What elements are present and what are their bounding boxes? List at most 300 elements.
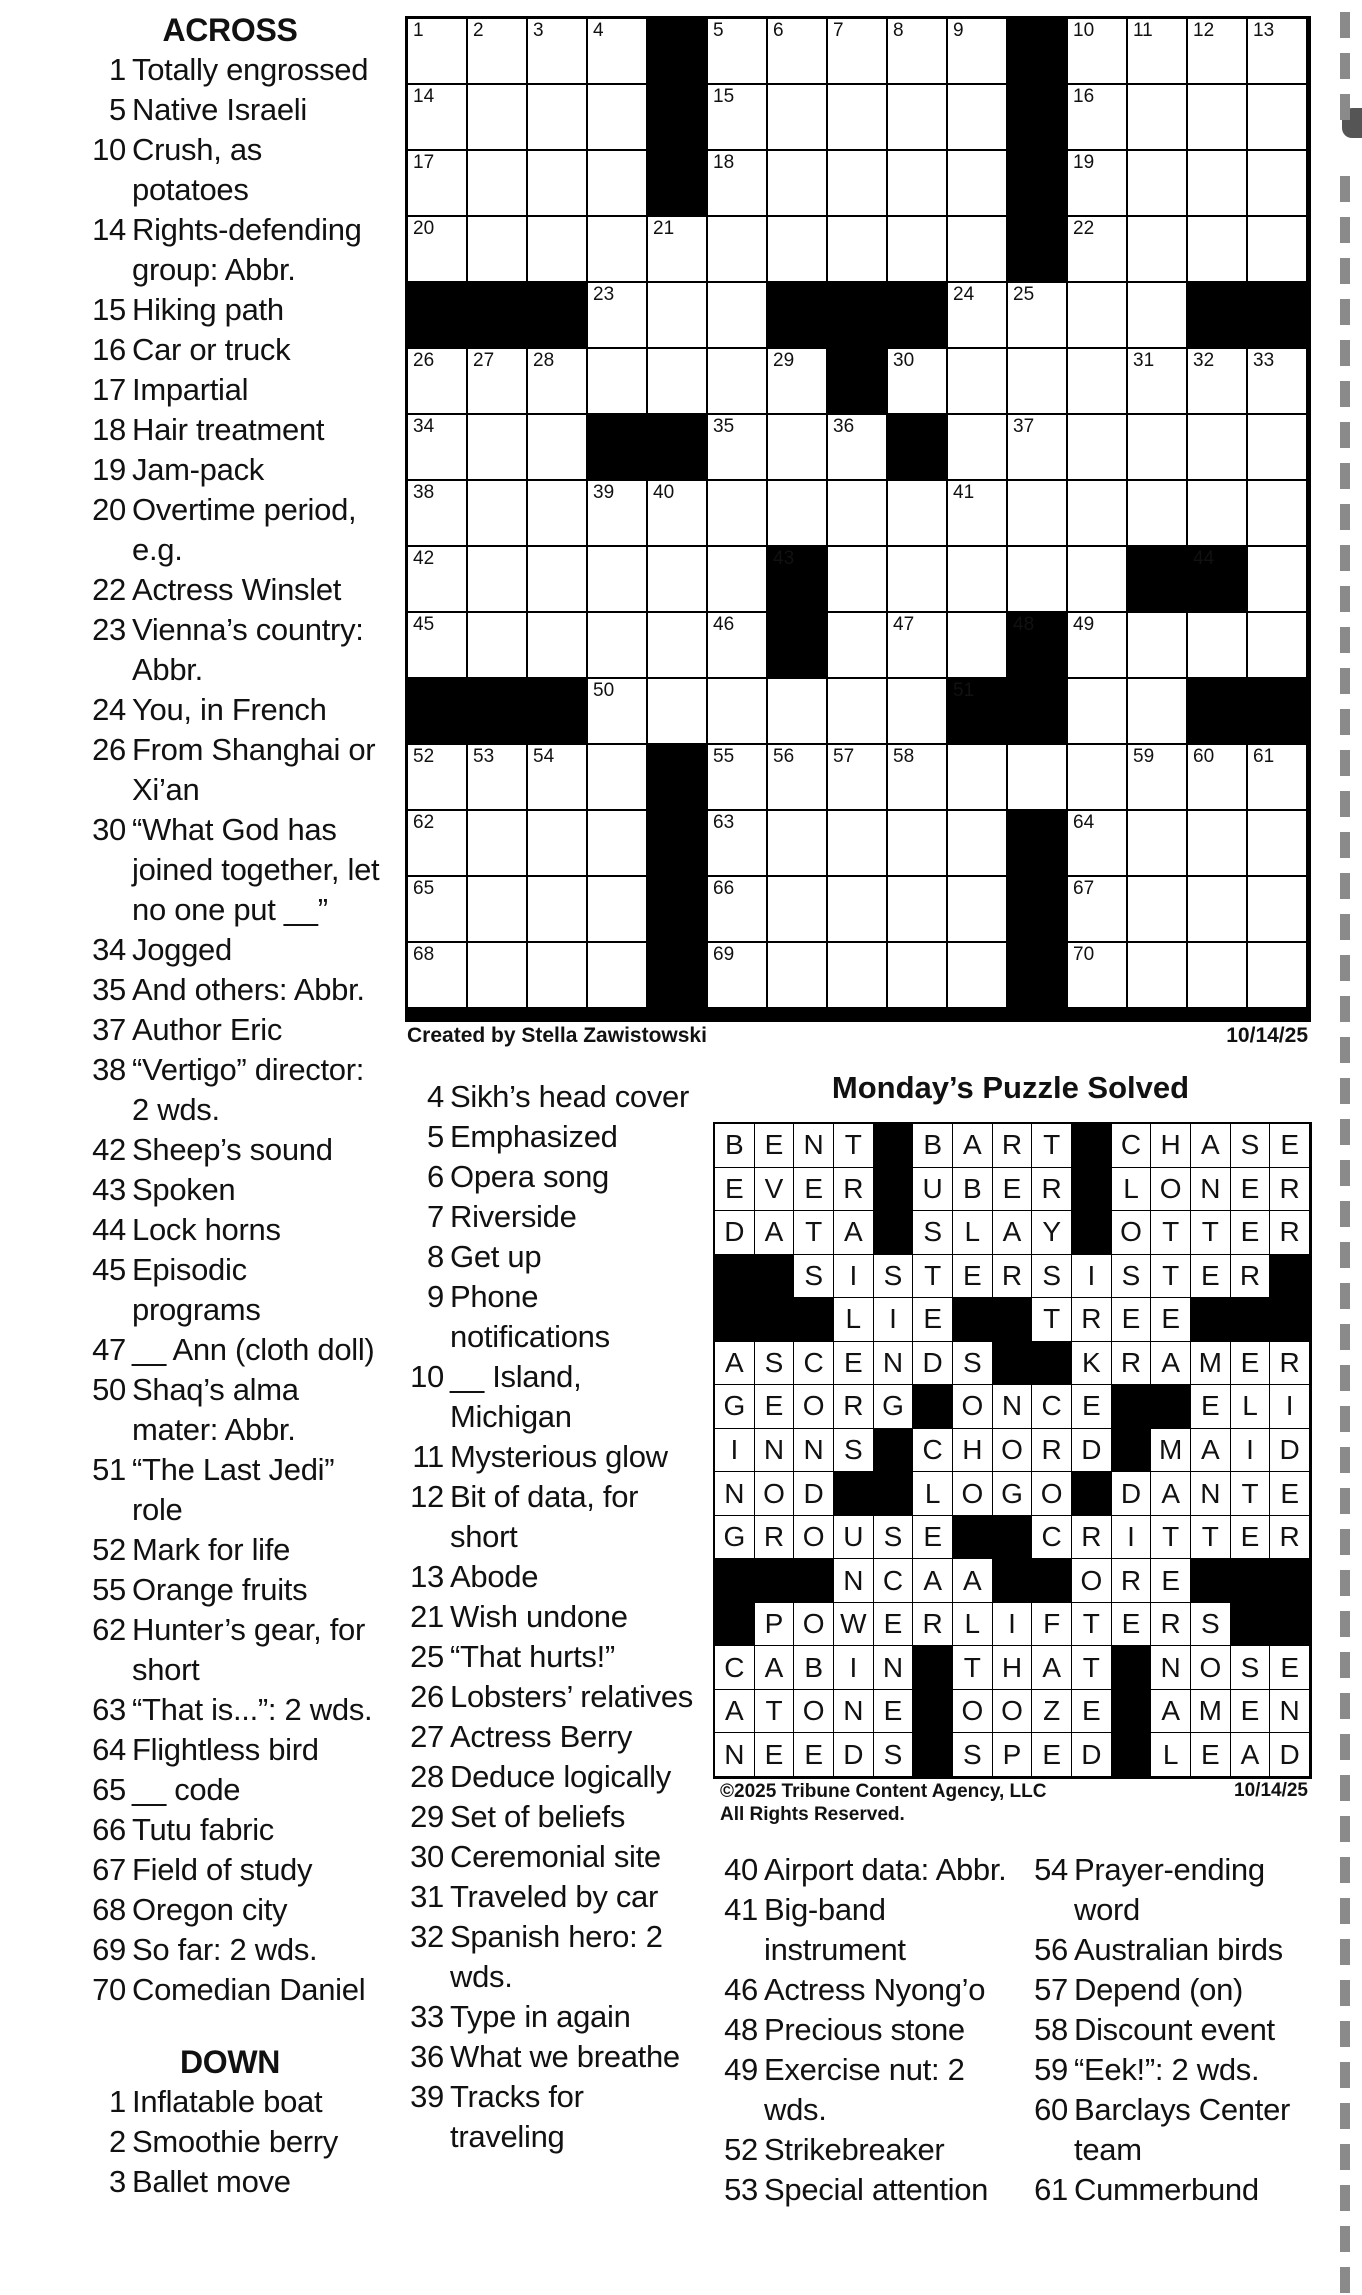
edge-dash [1340,1734,1350,1760]
solution-letter: N [794,1124,834,1168]
clue-36 [396,2037,696,2077]
grid-square[interactable] [1068,679,1128,745]
grid-square-number: 45 [413,614,435,635]
grid-square[interactable] [648,613,708,679]
grid-square[interactable] [888,85,948,151]
grid-square[interactable] [1248,943,1308,1009]
grid-square[interactable] [528,151,588,217]
grid-square[interactable] [948,283,1008,349]
grid-square[interactable] [828,19,888,85]
grid-square[interactable] [408,943,468,1009]
grid-square[interactable] [948,19,1008,85]
grid-black-square [1008,679,1068,745]
grid-square[interactable] [468,151,528,217]
clue-text: Vienna’s country: Abbr. [132,612,364,687]
grid-square[interactable] [828,547,888,613]
grid-square[interactable] [1128,613,1188,679]
grid-square[interactable] [1008,547,1068,613]
grid-square[interactable] [468,481,528,547]
solution-letter: L [1231,1385,1271,1429]
solution-letter: R [993,1124,1033,1168]
grid-square[interactable] [1248,811,1308,877]
grid-square[interactable] [648,217,708,283]
grid-square[interactable] [1188,877,1248,943]
grid-square[interactable] [768,877,828,943]
grid-square[interactable] [528,877,588,943]
grid-square[interactable] [528,943,588,1009]
grid-square[interactable] [1248,151,1308,217]
grid-square[interactable] [1128,943,1188,1009]
solution-letter: W [834,1603,874,1647]
clue-48 [710,2010,1010,2050]
grid-square[interactable] [828,811,888,877]
grid-square[interactable] [408,217,468,283]
grid-square[interactable] [588,481,648,547]
grid-square[interactable] [768,85,828,151]
grid-square[interactable] [888,19,948,85]
grid-square[interactable] [1248,481,1308,547]
clue-27 [396,1717,696,1757]
solution-letter: I [1270,1385,1310,1429]
grid-square[interactable] [948,481,1008,547]
grid-square[interactable] [948,217,1008,283]
grid-square[interactable] [648,349,708,415]
grid-square[interactable] [1008,283,1068,349]
grid-square[interactable] [888,613,948,679]
grid-square[interactable] [1068,217,1128,283]
grid-square[interactable] [1188,217,1248,283]
grid-square[interactable] [948,415,1008,481]
grid-square-number: 57 [833,746,855,767]
grid-square[interactable] [768,811,828,877]
grid-square[interactable] [408,481,468,547]
grid-square[interactable] [408,415,468,481]
clue-52 [710,2130,1010,2170]
grid-square[interactable] [528,547,588,613]
grid-square[interactable] [408,877,468,943]
solution-letter: C [1032,1385,1072,1429]
grid-square[interactable] [588,745,648,811]
grid-square[interactable] [528,481,588,547]
grid-square[interactable] [1068,877,1128,943]
grid-square[interactable] [948,943,1008,1009]
grid-square[interactable] [948,85,1008,151]
grid-square-number: 38 [413,482,435,503]
grid-square[interactable] [1128,85,1188,151]
clue-29 [396,1797,696,1837]
grid-square-number: 56 [773,746,795,767]
grid-black-square [1188,547,1248,613]
grid-square[interactable] [948,811,1008,877]
grid-square[interactable] [888,679,948,745]
grid-square[interactable] [1128,415,1188,481]
grid-square[interactable] [468,415,528,481]
grid-square[interactable] [588,85,648,151]
grid-square[interactable] [888,811,948,877]
grid-square[interactable] [888,745,948,811]
grid-square-number: 22 [1073,218,1095,239]
grid-square[interactable] [408,349,468,415]
grid-square[interactable] [1008,349,1068,415]
clue-5 [80,90,380,130]
grid-square[interactable] [648,481,708,547]
grid-square[interactable] [528,217,588,283]
grid-square[interactable] [708,151,768,217]
grid-square[interactable] [1068,745,1128,811]
clue-text: “That hurts!” [450,1639,615,1674]
solution-letter: E [1231,1211,1271,1255]
clue-number: 57 [1034,1972,1068,2007]
grid-square[interactable] [1248,745,1308,811]
grid-square[interactable] [1128,19,1188,85]
grid-square[interactable] [1008,481,1068,547]
grid-square[interactable] [528,349,588,415]
solution-letter: M [1191,1690,1231,1734]
grid-square[interactable] [588,19,648,85]
grid-square[interactable] [408,613,468,679]
grid-square[interactable] [588,877,648,943]
clue-number: 19 [92,452,126,487]
grid-square[interactable] [1128,679,1188,745]
clue-number: 28 [410,1759,444,1794]
grid-square[interactable] [468,613,528,679]
grid-square[interactable] [408,151,468,217]
grid-square[interactable] [1128,151,1188,217]
grid-black-square [888,415,948,481]
grid-square[interactable] [1128,745,1188,811]
grid-square[interactable] [768,679,828,745]
solution-black-square [1231,1603,1271,1647]
grid-square[interactable] [708,613,768,679]
grid-square[interactable] [828,877,888,943]
grid-square[interactable] [1188,481,1248,547]
clue-66 [80,1810,380,1850]
grid-square-number: 36 [833,416,855,437]
grid-square[interactable] [708,943,768,1009]
grid-black-square [1128,547,1188,613]
clue-63 [80,1690,380,1730]
clue-number: 5 [109,92,126,127]
grid-square-number: 70 [1073,944,1095,965]
grid-square[interactable] [468,217,528,283]
grid-square[interactable] [588,217,648,283]
clue-number: 22 [92,572,126,607]
grid-square[interactable] [408,19,468,85]
grid-square[interactable] [708,811,768,877]
solution-letter: R [755,1516,795,1560]
grid-square[interactable] [588,943,648,1009]
clue-number: 13 [410,1559,444,1594]
grid-square[interactable] [528,415,588,481]
grid-square[interactable] [768,943,828,1009]
clue-number: 1 [109,52,126,87]
clue-54 [1020,1850,1330,1930]
grid-square[interactable] [588,613,648,679]
clue-number: 24 [92,692,126,727]
grid-square[interactable] [1068,349,1128,415]
grid-square[interactable] [948,877,1008,943]
grid-square[interactable] [828,481,888,547]
grid-square[interactable] [708,283,768,349]
solution-letter: T [794,1211,834,1255]
grid-square[interactable] [1248,613,1308,679]
grid-square[interactable] [1008,415,1068,481]
clue-text: “Vertigo” director: 2 wds. [132,1052,365,1127]
solution-black-square [1231,1298,1271,1342]
solution-letter: I [715,1429,755,1473]
clue-text: Native Israeli [132,92,307,127]
clue-number: 2 [109,2124,126,2159]
grid-square[interactable] [948,613,1008,679]
grid-square[interactable] [708,349,768,415]
edge-dash [1340,1037,1350,1063]
clue-number: 9 [427,1279,444,1314]
grid-square[interactable] [1068,481,1128,547]
grid-square-number: 68 [413,944,435,965]
clue-number: 47 [92,1332,126,1367]
solution-letter: N [1270,1690,1310,1734]
clue-number: 40 [724,1852,758,1887]
grid-square[interactable] [948,547,1008,613]
clue-text: Prayer-ending word [1074,1852,1265,1927]
solution-letter: A [1151,1472,1191,1516]
grid-square-number: 5 [713,20,724,41]
grid-square[interactable] [588,547,648,613]
grid-square[interactable] [1188,745,1248,811]
grid-square[interactable] [1248,19,1308,85]
solution-letter: D [1072,1733,1112,1777]
grid-square[interactable] [528,613,588,679]
clue-25 [396,1637,696,1677]
grid-square[interactable] [1128,283,1188,349]
grid-square[interactable] [828,85,888,151]
solution-letter: C [715,1646,755,1690]
grid-square[interactable] [1188,349,1248,415]
grid-square[interactable] [648,547,708,613]
grid-square[interactable] [768,349,828,415]
clue-text: Jogged [132,932,232,967]
solution-letter: I [1112,1516,1152,1560]
grid-square[interactable] [408,547,468,613]
grid-square[interactable] [1248,877,1308,943]
grid-square[interactable] [468,745,528,811]
clue-5 [396,1117,696,1157]
grid-square[interactable] [468,547,528,613]
grid-square[interactable] [708,85,768,151]
grid-square[interactable] [1068,943,1128,1009]
grid-square[interactable] [708,19,768,85]
clue-text: Deduce logically [450,1759,671,1794]
grid-square[interactable] [588,283,648,349]
grid-square[interactable] [708,217,768,283]
grid-square[interactable] [888,877,948,943]
grid-square[interactable] [708,415,768,481]
clue-text: Mysterious glow [450,1439,668,1474]
clue-text: Car or truck [132,332,291,367]
clue-number: 52 [724,2132,758,2167]
solution-letter: E [1270,1124,1310,1168]
clue-56 [1020,1930,1330,1970]
clue-number: 38 [92,1052,126,1087]
grid-square[interactable] [528,85,588,151]
grid-square[interactable] [828,679,888,745]
clue-text: From Shanghai or Xi’an [132,732,376,807]
grid-square[interactable] [1068,151,1128,217]
grid-square[interactable] [828,613,888,679]
grid-square[interactable] [828,415,888,481]
grid-square[interactable] [708,745,768,811]
grid-square[interactable] [1248,349,1308,415]
clue-text: “Eek!”: 2 wds. [1074,2052,1260,2087]
grid-square[interactable] [588,811,648,877]
edge-dash [1340,1693,1350,1719]
clue-number: 11 [412,1439,444,1474]
grid-black-square [408,283,468,349]
grid-square[interactable] [528,19,588,85]
grid-square-number: 30 [893,350,915,371]
grid-square[interactable] [648,283,708,349]
grid-square[interactable] [648,679,708,745]
grid-square[interactable] [1188,19,1248,85]
grid-square[interactable] [948,151,1008,217]
grid-square[interactable] [1068,85,1128,151]
grid-square[interactable] [888,547,948,613]
grid-square[interactable] [528,811,588,877]
grid-square[interactable] [888,217,948,283]
grid-square[interactable] [588,679,648,745]
grid-square[interactable] [768,217,828,283]
solution-letter: S [834,1429,874,1473]
grid-black-square [648,151,708,217]
grid-square[interactable] [1128,217,1188,283]
solution-letter: G [715,1516,755,1560]
grid-square[interactable] [1248,547,1308,613]
solution-letter: O [1191,1646,1231,1690]
grid-square[interactable] [468,943,528,1009]
grid-square[interactable] [768,151,828,217]
grid-square[interactable] [468,85,528,151]
grid-square[interactable] [1128,481,1188,547]
grid-black-square [528,283,588,349]
grid-square[interactable] [1188,811,1248,877]
solution-letter: O [1112,1211,1152,1255]
grid-square[interactable] [1248,217,1308,283]
grid-square[interactable] [528,745,588,811]
grid-square-number: 41 [953,482,975,503]
clue-number: 10 [92,132,126,167]
solution-letter: T [1072,1603,1112,1647]
grid-square[interactable] [828,217,888,283]
grid-square[interactable] [888,151,948,217]
clue-55 [80,1570,380,1610]
edge-dash [1340,2103,1350,2129]
clue-number: 16 [92,332,126,367]
grid-square[interactable] [708,547,768,613]
grid-square[interactable] [408,745,468,811]
grid-square[interactable] [1248,85,1308,151]
clue-text: Depend (on) [1074,1972,1244,2007]
grid-square[interactable] [708,877,768,943]
solution-letter: A [755,1646,795,1690]
grid-square[interactable] [408,85,468,151]
grid-square[interactable] [468,877,528,943]
solution-black-square [1112,1429,1152,1473]
grid-square[interactable] [1068,613,1128,679]
grid-black-square [1188,283,1248,349]
solution-letter: G [874,1385,914,1429]
grid-square[interactable] [1188,85,1248,151]
grid-square[interactable] [708,679,768,745]
grid-square[interactable] [768,19,828,85]
grid-square[interactable] [1128,877,1188,943]
grid-square[interactable] [768,745,828,811]
grid-square[interactable] [828,745,888,811]
clue-text: Exercise nut: 2 wds. [764,2052,965,2127]
clue-2 [80,2122,380,2162]
grid-square[interactable] [948,745,1008,811]
grid-square[interactable] [1068,811,1128,877]
grid-black-square [888,283,948,349]
clue-46 [710,1970,1010,2010]
grid-square[interactable] [1128,349,1188,415]
grid-square[interactable] [1008,745,1068,811]
grid-square[interactable] [588,349,648,415]
grid-square[interactable] [1188,415,1248,481]
grid-square[interactable] [948,349,1008,415]
grid-square[interactable] [888,943,948,1009]
clue-number: 45 [92,1252,126,1287]
grid-square[interactable] [888,349,948,415]
clue-number: 62 [92,1612,126,1647]
grid-square[interactable] [828,151,888,217]
grid-square[interactable] [468,19,528,85]
edge-dash [1340,2021,1350,2047]
grid-square[interactable] [768,481,828,547]
clue-text: Hair treatment [132,412,325,447]
clue-number: 30 [410,1839,444,1874]
grid-square[interactable] [1188,613,1248,679]
clue-text: Lock horns [132,1212,281,1247]
grid-square[interactable] [888,481,948,547]
grid-square[interactable] [408,811,468,877]
clue-text: Impartial [132,372,249,407]
grid-square[interactable] [768,415,828,481]
grid-square[interactable] [1188,151,1248,217]
grid-square[interactable] [1188,943,1248,1009]
grid-square[interactable] [1248,415,1308,481]
solution-black-square [1191,1559,1231,1603]
clue-text: Ceremonial site [450,1839,661,1874]
grid-square[interactable] [708,481,768,547]
grid-square[interactable] [1128,811,1188,877]
grid-square[interactable] [588,151,648,217]
solution-letter: I [1231,1429,1271,1473]
grid-square[interactable] [468,811,528,877]
solution-letter: I [874,1298,914,1342]
clue-43 [80,1170,380,1210]
grid-square[interactable] [828,943,888,1009]
grid-square[interactable] [1068,19,1128,85]
grid-square[interactable] [1068,547,1128,613]
grid-square[interactable] [1068,283,1128,349]
grid-square[interactable] [468,349,528,415]
clue-24 [80,690,380,730]
solution-letter: A [755,1211,795,1255]
clue-text: Abode [450,1559,539,1594]
grid-square[interactable] [1068,415,1128,481]
edge-dash [1340,1119,1350,1145]
grid-square-number: 61 [1253,746,1275,767]
